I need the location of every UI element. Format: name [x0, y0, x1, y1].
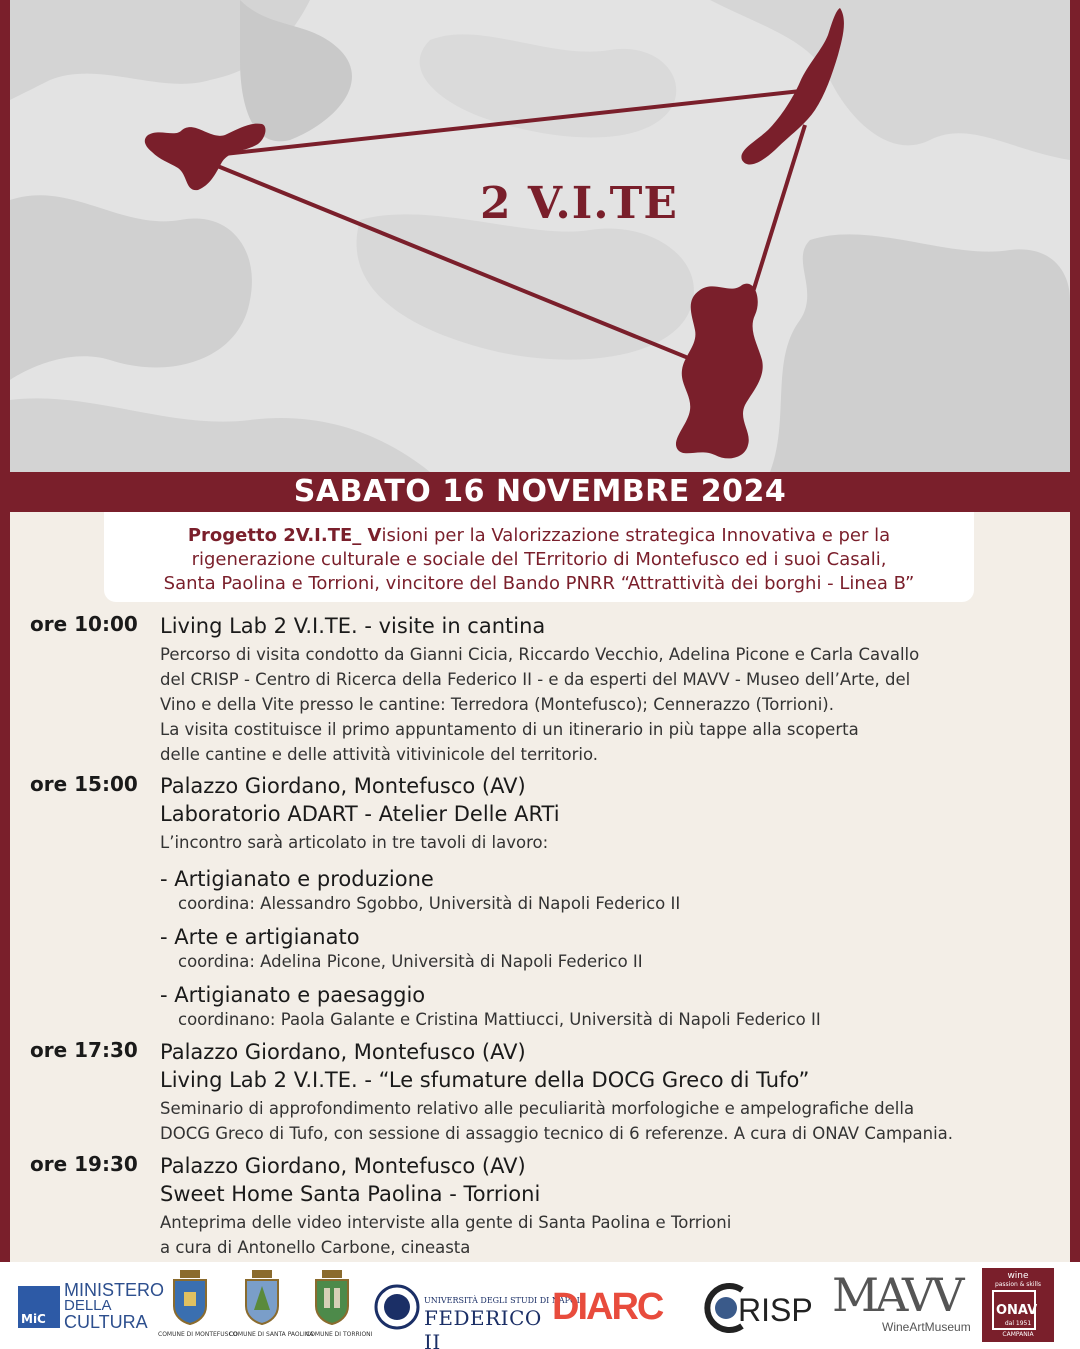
description-line: DOCG Greco di Tufo, con sessione di assaggio tecnico di 6 referenze. A cura di ONAV Campania.: [160, 1124, 954, 1143]
description-line: La visita costituisce il primo appuntamento di un itinerario in più tappe alla scoperta: [160, 720, 859, 739]
description-line: Percorso di visita condotto da Gianni Cicia, Riccardo Vecchio, Adelina Picone e Carla Cavallo: [160, 645, 920, 664]
logo-text: CULTURA: [64, 1312, 148, 1332]
comune-torrioni-crest-icon: [312, 1270, 352, 1326]
mavv-subtitle: WineArtMuseum: [882, 1320, 971, 1334]
schedule-time: ore 19:30: [30, 1152, 138, 1176]
project-line-1-rest: isioni per la Valorizzazione strategica Innovativa e per la: [381, 525, 891, 546]
work-table-title: - Arte e artigianato: [160, 925, 360, 949]
logo-text: FEDERICO II: [424, 1306, 542, 1349]
description-line: del CRISP - Centro di Ricerca della Federico II - e da esperti del MAVV - Museo dell’Arte, del: [160, 670, 911, 689]
work-table: [160, 923, 1060, 973]
terrain-shape: [10, 195, 252, 380]
work-table-title: - Artigianato e produzione: [160, 867, 434, 891]
project-name: Progetto 2V.I.TE_ V: [187, 525, 382, 546]
project-line-1: [104, 524, 974, 548]
diarc-logo: DIARC: [552, 1286, 663, 1328]
hero-title: 2 V.I.TE: [480, 178, 678, 229]
logo-text: DELLA: [64, 1297, 112, 1314]
mic-logo-icon: MiC: [18, 1286, 60, 1328]
mavv-logo: MAVV: [832, 1268, 961, 1322]
schedule-heading: Sweet Home Santa Paolina - Torrioni: [160, 1182, 541, 1206]
description-line: a cura di Antonello Carbone, cineasta: [160, 1238, 471, 1257]
frame-left: [0, 0, 10, 1262]
schedule-time: ore 10:00: [30, 612, 138, 636]
project-line-2: rigenerazione culturale e sociale del TErritorio di Montefusco ed i suoi Casali,: [191, 549, 887, 570]
logo-text: passion & skills: [994, 1281, 1042, 1288]
hero-map: [10, 0, 1070, 472]
sponsor-logos: [0, 1262, 1080, 1349]
logo-text: UNIVERSITÀ DEGLI STUDI DI NAPOLI: [424, 1296, 586, 1305]
onav-campania-logo: [982, 1268, 1054, 1342]
work-table: [160, 981, 1060, 1031]
comune-montefusco-crest-icon: [170, 1270, 210, 1326]
logo-text: ONAV: [996, 1303, 1038, 1318]
federico-ii-logo: [374, 1282, 586, 1349]
frame-right: [1070, 0, 1080, 1262]
project-description: [104, 512, 974, 602]
comune-caption: COMUNE DI MONTEFUSCO: [158, 1331, 238, 1338]
work-table-title: - Artigianato e paesaggio: [160, 983, 426, 1007]
schedule-time: ore 15:00: [30, 772, 138, 796]
schedule-heading: Living Lab 2 V.I.TE. - visite in cantina: [160, 614, 546, 638]
work-table-coordinator: coordina: Alessandro Sgobbo, Università di Napoli Federico II: [178, 894, 681, 913]
schedule-heading: Living Lab 2 V.I.TE. - “Le sfumature della DOCG Greco di Tufo”: [160, 1068, 810, 1092]
ministero-cultura-logo: [64, 1282, 164, 1330]
schedule-description: [160, 1096, 1060, 1146]
description-line: delle cantine e delle attività vitivinicole del territorio.: [160, 745, 598, 764]
project-line-3: Santa Paolina e Torrioni, vincitore del Bando PNRR “Attrattività dei borghi - Linea B”: [163, 573, 915, 594]
schedule-venue: Palazzo Giordano, Montefusco (AV): [160, 1154, 526, 1178]
schedule-venue: Palazzo Giordano, Montefusco (AV): [160, 1040, 526, 1064]
description-line: Vino e della Vite presso le cantine: Terredora (Montefusco); Cennerazzo (Torrioni).: [160, 695, 834, 714]
schedule-heading: Laboratorio ADART - Atelier Delle ARTi: [160, 802, 560, 826]
logo-text: CAMPANIA: [1002, 1331, 1034, 1338]
map-illustration: [10, 0, 1070, 472]
work-table: [160, 865, 1060, 915]
work-table-coordinator: coordinano: Paola Galante e Cristina Mattiucci, Università di Napoli Federico II: [178, 1010, 821, 1029]
crisp-logo: [702, 1278, 822, 1338]
logo-text: MINISTERO: [64, 1280, 165, 1300]
description-line: Anteprima delle video interviste alla gente di Santa Paolina e Torrioni: [160, 1213, 732, 1232]
schedule-description: [160, 642, 1060, 767]
work-table-coordinator: coordina: Adelina Picone, Università di Napoli Federico II: [178, 952, 643, 971]
description-line: Seminario di approfondimento relativo alle peculiarità morfologiche e ampelografiche della: [160, 1099, 915, 1118]
event-date: SABATO 16 NOVEMBRE 2024: [10, 472, 1070, 512]
comune-santa-paolina-crest-icon: [242, 1270, 282, 1326]
schedule-time: ore 17:30: [30, 1038, 138, 1062]
federico-ii-seal-icon: [374, 1284, 420, 1330]
schedule-venue: Palazzo Giordano, Montefusco (AV): [160, 774, 526, 798]
comune-caption: COMUNE DI SANTA PAOLINA: [229, 1331, 314, 1338]
terrain-shape: [770, 234, 1070, 472]
logo-text: dal 1951: [1004, 1320, 1032, 1327]
schedule-description: [160, 1210, 1060, 1260]
schedule-description: L’incontro sarà articolato in tre tavoli di lavoro:: [160, 833, 549, 852]
comune-caption: COMUNE DI TORRIONI: [306, 1331, 373, 1338]
logo-text: wine: [1007, 1271, 1029, 1281]
terrain-shape: [420, 34, 677, 137]
terrain-shape: [10, 398, 430, 472]
logo-text: RISP: [738, 1292, 813, 1328]
